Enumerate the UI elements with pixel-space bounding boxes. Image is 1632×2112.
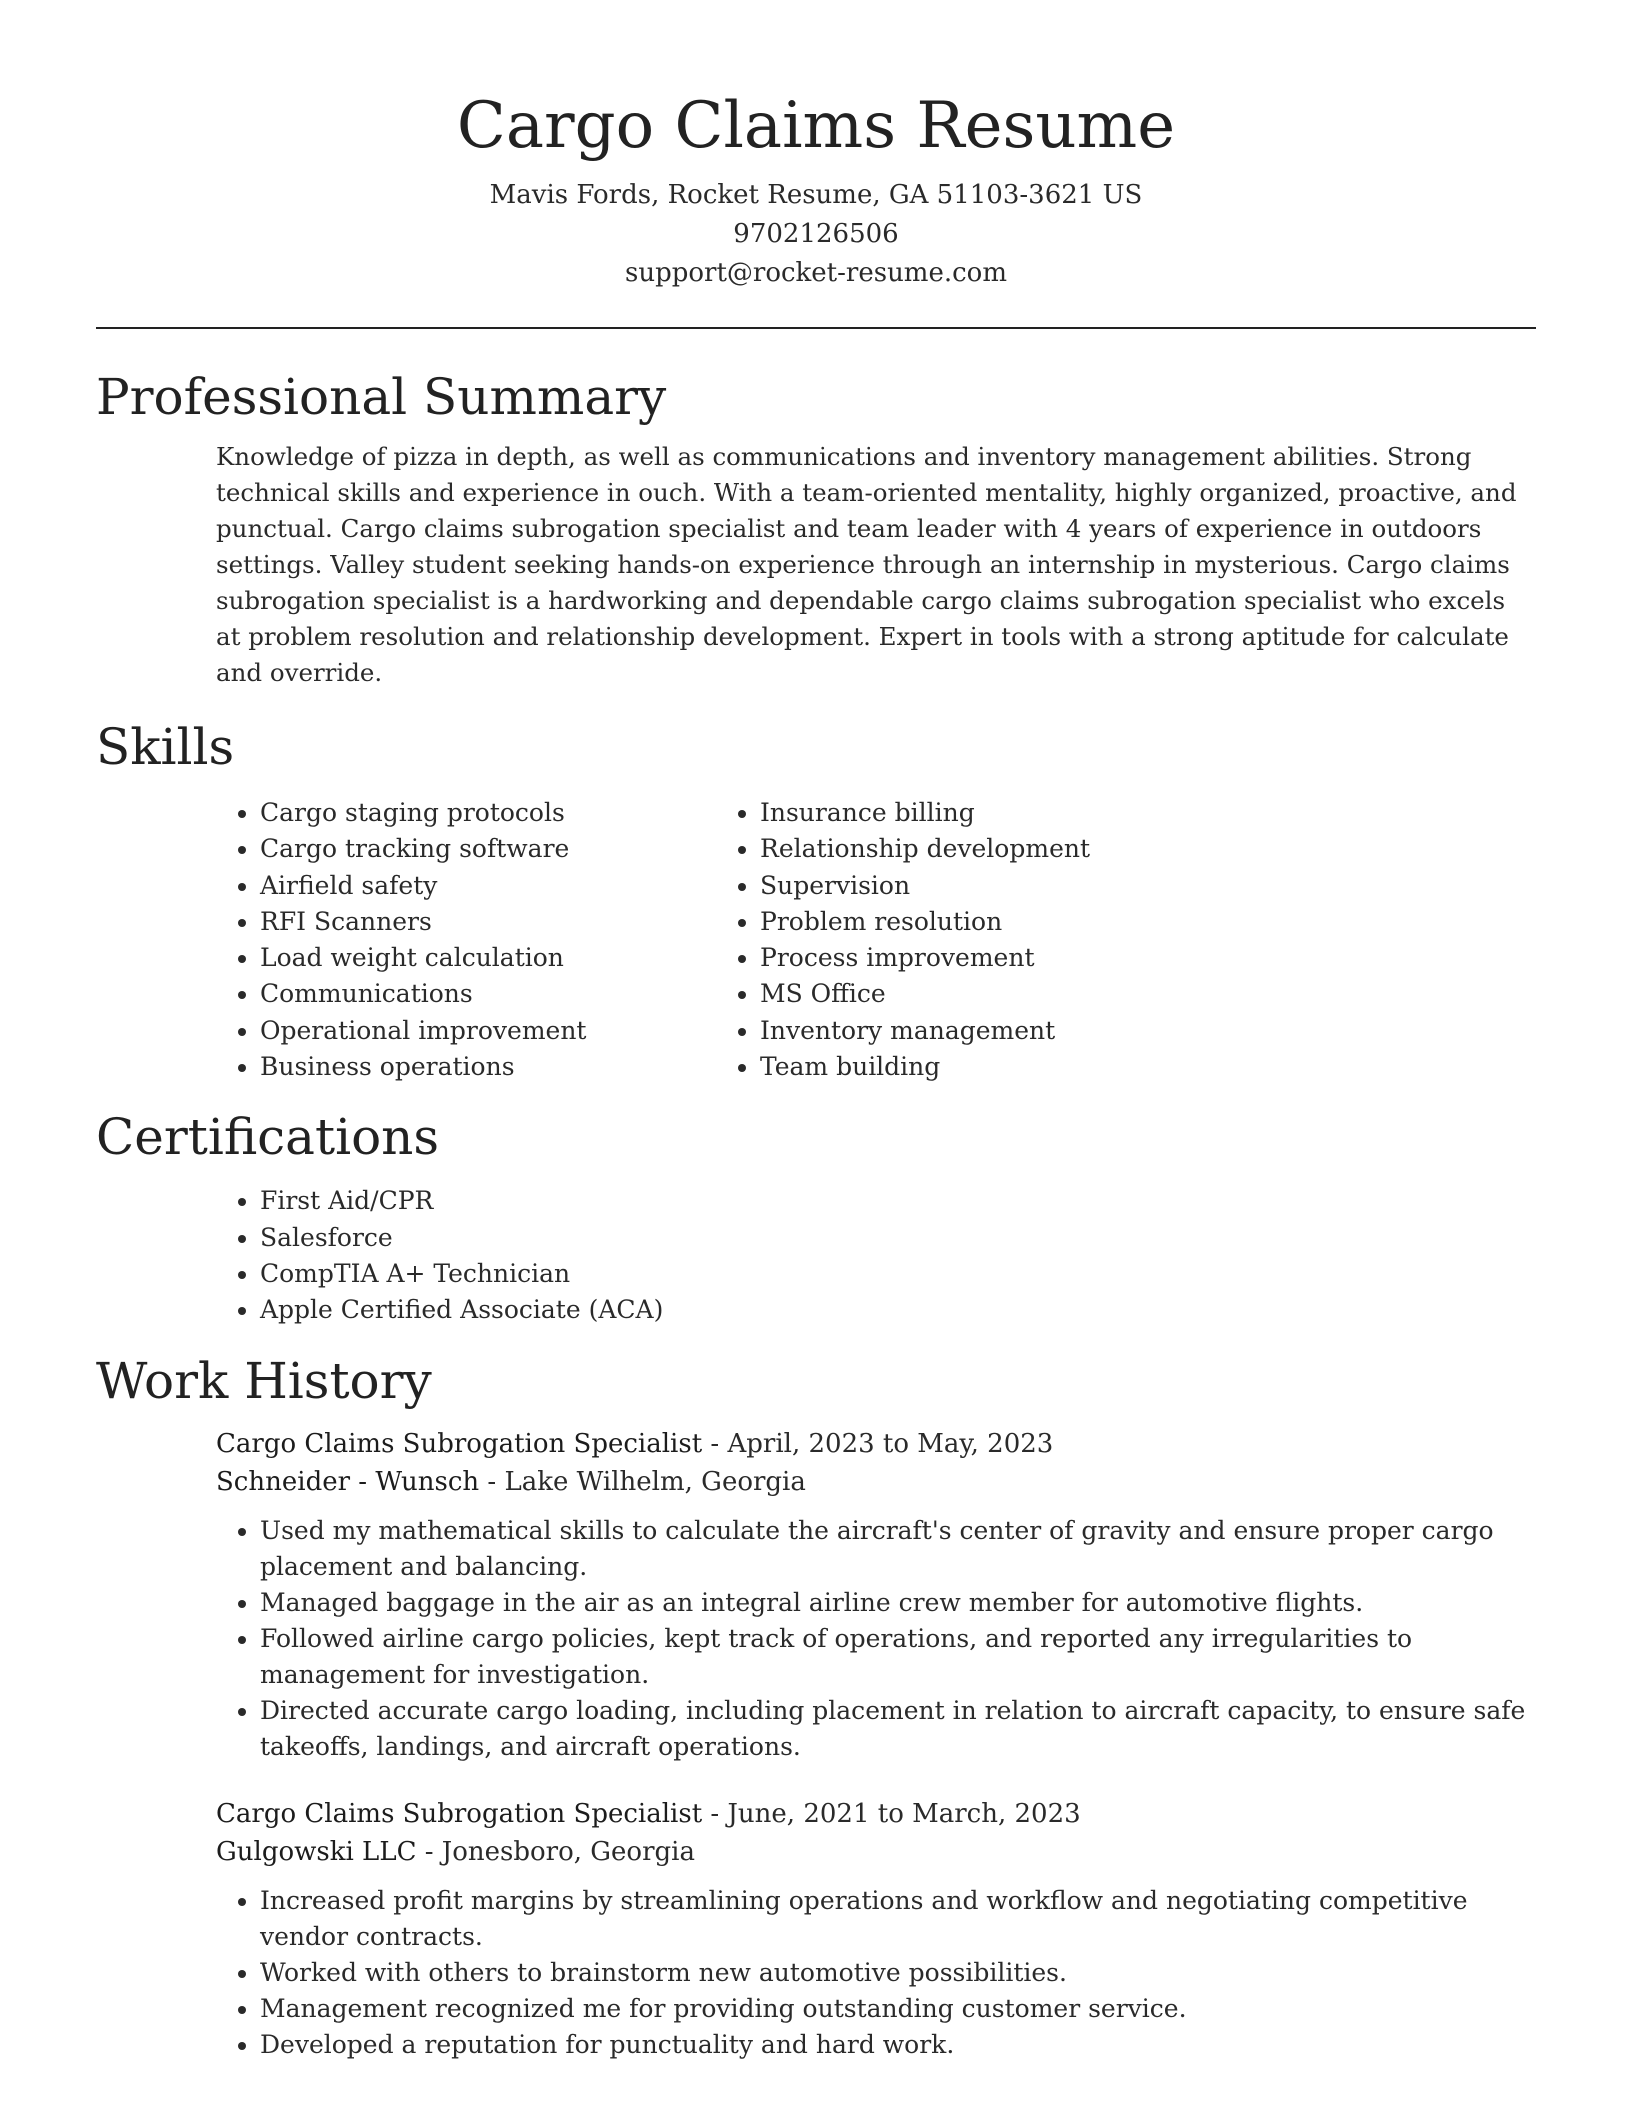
job-dates: - June, 2021 to March, 2023 [702, 1798, 1081, 1829]
skills-column-right [746, 795, 1396, 1085]
job-bullet: • Followed airline cargo policies, kept track of operations, and reported any irregularities to management for investigation. [260, 1621, 1536, 1693]
job-company-line [216, 1463, 1536, 1501]
skill-item: • Relationship development [760, 831, 1396, 867]
resume-title: Cargo Claims Resume [456, 89, 1176, 163]
certifications-list [96, 1183, 1536, 1328]
job-bullet: • Managed baggage in the air as an integral airline crew member for automotive flights. [260, 1585, 1536, 1621]
job-entry [216, 1425, 1536, 1765]
job-bullet: • Worked with others to brainstorm new automotive possibilities. [260, 1955, 1536, 1991]
resume-page [96, 0, 1536, 2063]
job-position: Cargo Claims Subrogation Specialist [216, 1428, 703, 1459]
job-dates: - April, 2023 to May, 2023 [702, 1428, 1054, 1459]
job-bullet: • Directed accurate cargo loading, including placement in relation to aircraft capacity, to ensure safe takeoffs, landings, and aircraft operations. [260, 1693, 1536, 1765]
phone: 9702126506 [733, 219, 899, 249]
resume-header [96, 0, 1536, 293]
skills-columns [96, 795, 1536, 1085]
job-position: Cargo Claims Subrogation Specialist [216, 1798, 703, 1829]
skills-list-right [746, 795, 1396, 1085]
certifications-heading: Certifications [96, 1108, 440, 1167]
job-location: - Jonesboro, Georgia [416, 1836, 695, 1867]
skill-item: • RFI Scanners [260, 904, 746, 940]
skills-heading: Skills [96, 718, 235, 776]
skill-item: • Cargo staging protocols [260, 795, 746, 831]
certification-item: • Apple Certified Associate (ACA) [260, 1292, 1536, 1328]
certification-item: • Salesforce [260, 1220, 1536, 1256]
skill-item: • Communications [260, 976, 746, 1012]
job-company-line [216, 1833, 1536, 1871]
skill-item: • Team building [760, 1049, 1396, 1085]
skill-item: • Cargo tracking software [260, 831, 746, 867]
skill-item: • MS Office [760, 976, 1396, 1012]
skill-item: • Load weight calculation [260, 940, 746, 976]
job-bullet: • Developed a reputation for punctuality and hard work. [260, 2027, 1536, 2063]
skill-item: • Supervision [760, 868, 1396, 904]
job-company: Gulgowski LLC [216, 1836, 417, 1867]
skill-item: • Business operations [260, 1049, 746, 1085]
job-entry [216, 1795, 1536, 2063]
job-bullets [216, 1883, 1536, 2063]
email: support@rocket-resume.com [624, 258, 1007, 288]
skill-item: • Insurance billing [760, 795, 1396, 831]
header-divider [96, 327, 1536, 329]
job-bullets [216, 1513, 1536, 1765]
skill-item: • Inventory management [760, 1013, 1396, 1049]
skill-item: • Airfield safety [260, 868, 746, 904]
job-title-line [216, 1425, 1536, 1463]
skills-column-left [96, 795, 746, 1085]
address: Mavis Fords, Rocket Resume, GA 51103-3621 US [489, 180, 1143, 210]
work-history-heading: Work History [96, 1351, 432, 1410]
summary-heading: Professional Summary [96, 368, 667, 426]
skill-item: • Operational improvement [260, 1013, 746, 1049]
job-title-line [216, 1795, 1536, 1833]
skills-list-left [96, 795, 746, 1085]
job-company: Schneider - Wunsch [216, 1466, 480, 1497]
job-bullet: • Used my mathematical skills to calculate the aircraft's center of gravity and ensure proper cargo placement and balancing. [260, 1513, 1536, 1585]
job-bullet: • Management recognized me for providing outstanding customer service. [260, 1991, 1536, 2027]
job-location: - Lake Wilhelm, Georgia [479, 1466, 806, 1497]
certification-item: • First Aid/CPR [260, 1183, 1536, 1219]
skill-item: • Problem resolution [760, 904, 1396, 940]
certification-item: • CompTIA A+ Technician [260, 1256, 1536, 1292]
summary-text: Knowledge of pizza in depth, as well as communications and inventory management abilities. Strong technical skills and experience in ouch. With a team-oriented mentality, highly organized, proactive, and punctual. Cargo claims subrogation specialist and team leader with 4 years of experience in outdoors settings. Valley student seeking hands-on experience through an internship in mysterious. Cargo claims subrogation specialist is a hardworking and dependable cargo claims subrogation specialist who excels at problem resolution and relationship development. Expert in tools with a strong aptitude for calculate and override. [216, 442, 1517, 687]
skill-item: • Process improvement [760, 940, 1396, 976]
job-bullet: • Increased profit margins by streamlining operations and workflow and negotiating competitive vendor contracts. [260, 1883, 1536, 1955]
contact-block [96, 176, 1536, 293]
